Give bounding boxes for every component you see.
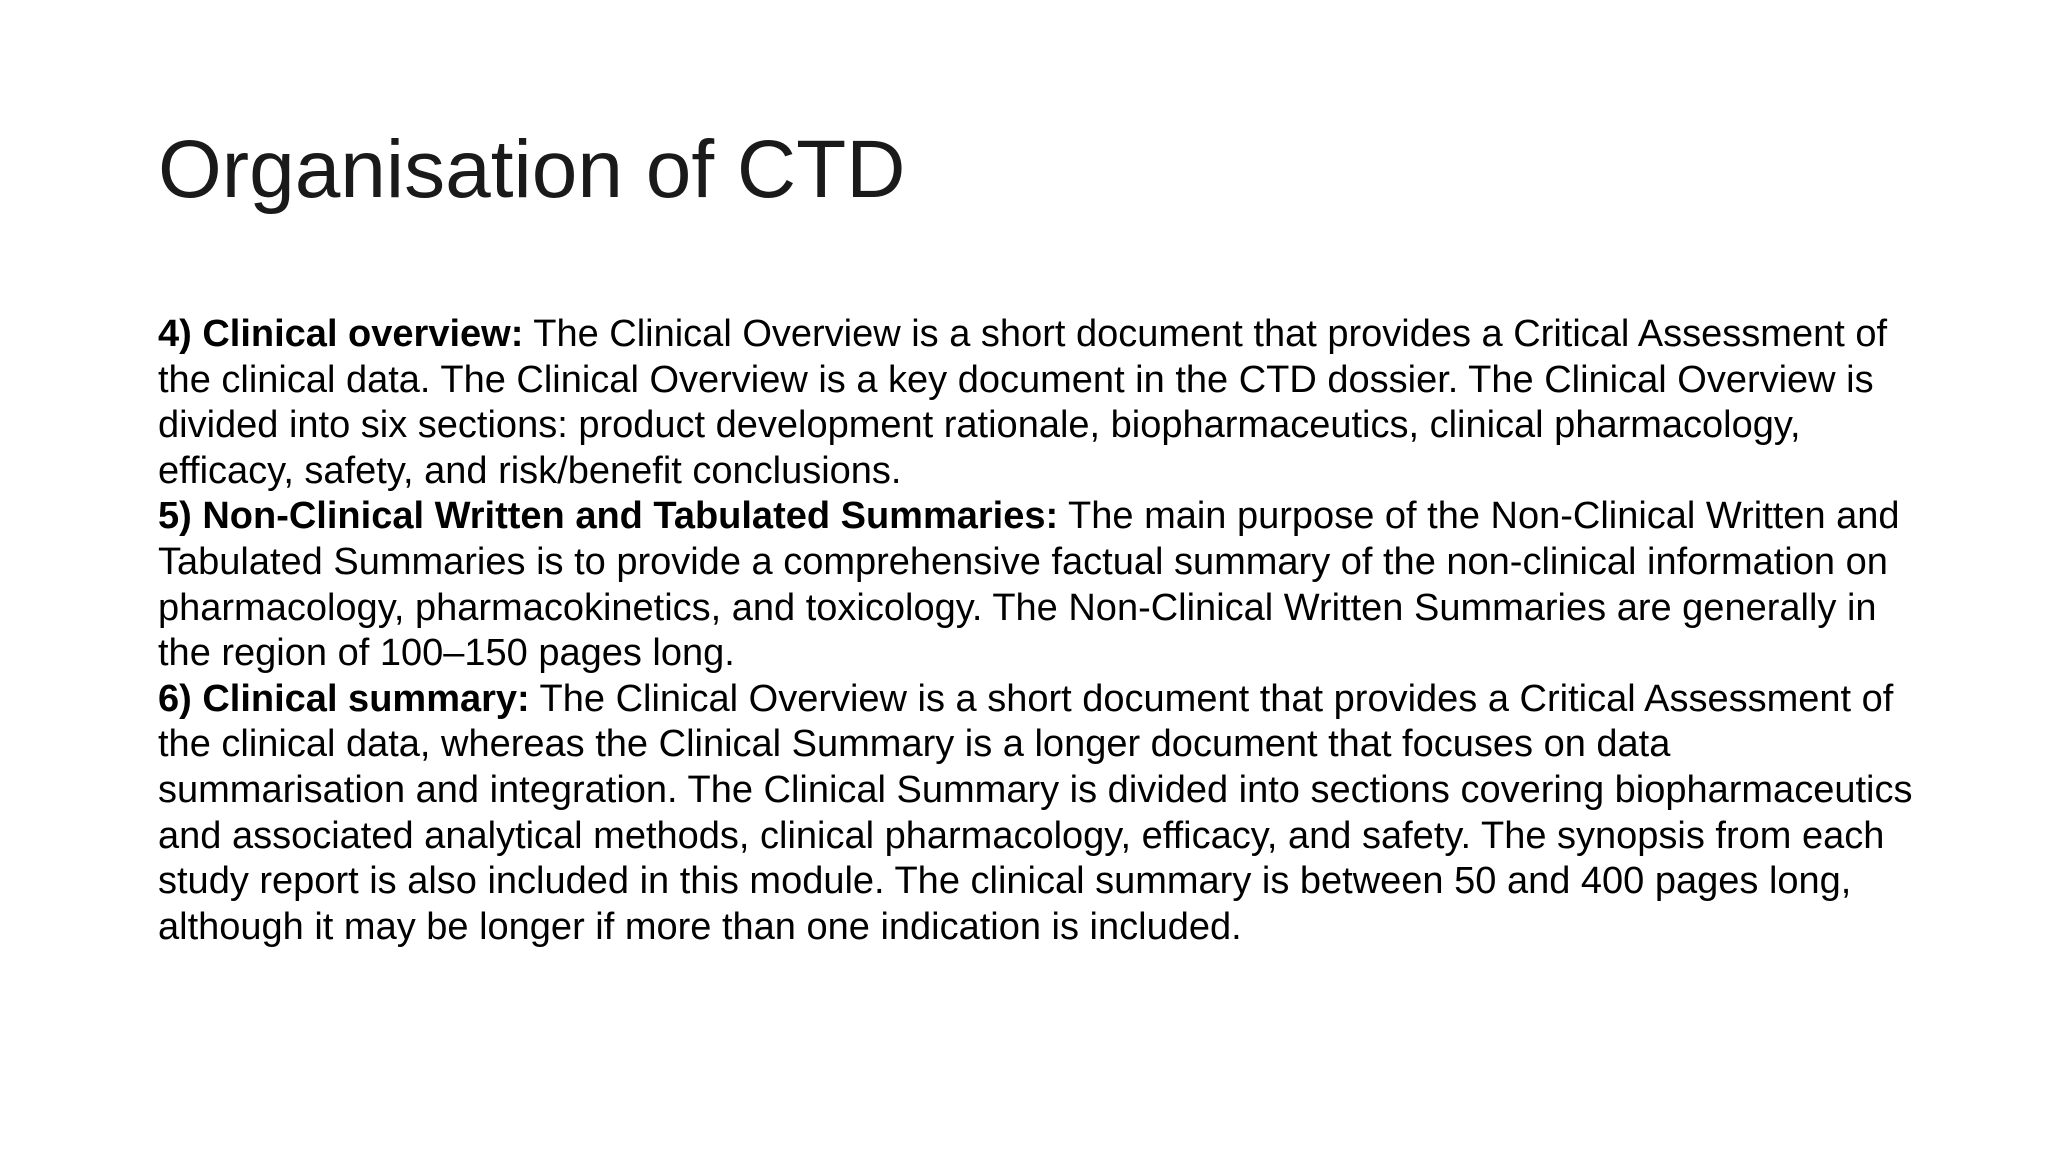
slide-title: Organisation of CTD [158, 124, 906, 215]
paragraph-text: The Clinical Overview is a short document that provides a Critical Assessment of the clinical data, whereas the Clinical Summary is a longer document that focuses on data summarisation and integration. The Clinical Summary is divided into sections covering biopharmaceutics and associated analytical methods, clinical pharmacology, efficacy, and safety. The synopsis from each study report is also included in this module. The clinical summary is between 50 and 400 pages long, although it may be longer if more than one indication is included. [158, 677, 1913, 948]
paragraph-non-clinical-summaries [158, 494, 1918, 676]
paragraph-clinical-overview [158, 312, 1918, 494]
paragraph-text: The main purpose of the Non-Clinical Written and Tabulated Summaries is to provide a comprehensive factual summary of the non-clinical information on pharmacology, pharmacokinetics, and toxicology. The Non-Clinical Written Summaries are generally in the region of 100–150 pages long. [158, 495, 1900, 675]
paragraph-heading: 5) Non-Clinical Written and Tabulated Summaries: [158, 495, 1059, 538]
paragraph-clinical-summary [158, 677, 1918, 951]
paragraph-heading: 6) Clinical summary: [158, 677, 530, 720]
paragraph-heading: 4) Clinical overview: [158, 313, 524, 355]
slide-body [158, 312, 1918, 950]
paragraph-text: The Clinical Overview is a short document that provides a Critical Assessment of the clinical data. The Clinical Overview is a key document in the CTD dossier. The Clinical Overview is divided into six sections: product development rationale, biopharmaceutics, clinical pharmacology, efficacy, safety, and risk/benefit conclusions. [158, 313, 1888, 492]
